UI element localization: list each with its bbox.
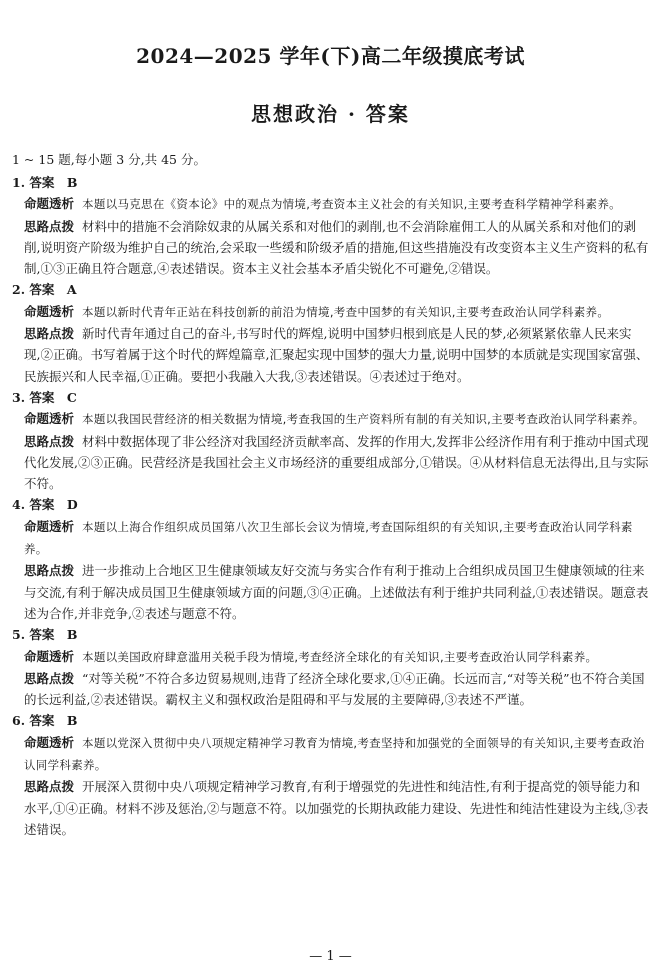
hint-text: 新时代青年通过自己的奋斗,书写时代的辉煌,说明中国梦归根到底是人民的梦,必须紧紧依靠人民来实现,②正确。书写着属于这个时代的辉煌篇章,汇聚起实现中国梦的强大力量,说明中国梦的本质就是实现国家富强、民族振兴和人民幸福,①正确。要把小我融入大我,③表述错误。④表述过于绝对。 [24,326,649,384]
analysis-text: 本题以新时代青年正站在科技创新的前沿为情境,考查中国梦的有关知识,主要考查政治认同学科素养。 [82,304,610,319]
hint-label: 思路点拨 [24,563,75,579]
question-5 [12,624,650,710]
analysis-label: 命题透析 [24,648,75,664]
hint-text: 材料中数据体现了非公经济对我国经济贡献率高、发挥的作用大,发挥非公经济作用有利于推动中国式现代化发展,②③正确。民营经济是我国社会主义市场经济的重要组成部分,①错误。④从材料信息无法得出,且与实际不符。 [24,433,649,492]
answer-line: 2. 答案 A [12,282,77,298]
answer-line: 5. 答案 B [12,627,78,643]
hint-paragraph [12,560,650,624]
analysis-text: 本题以美国政府肆意滥用关税手段为情境,考查经济全球化的有关知识,主要考查政治认同学科素养。 [82,649,598,664]
answer-line: 1. 答案 B [12,175,78,190]
question-4 [12,494,650,624]
exam-title: 2024—2025 学年(下)高二年级摸底考试 [136,44,525,68]
analysis-paragraph [12,516,650,561]
scoring-intro: 1 ~ 15 题,每小题 3 分,共 45 分。 [12,152,206,167]
analysis-label: 命题透析 [24,734,75,750]
answer-subtitle: 思想政治 · 答案 [251,102,410,126]
question-6 [12,710,650,840]
hint-paragraph [12,668,650,711]
analysis-label: 命题透析 [24,411,75,427]
analysis-label: 命题透析 [24,196,75,212]
analysis-label: 命题透析 [24,303,75,319]
question-2 [12,279,650,386]
hint-label: 思路点拨 [24,433,75,449]
question-1 [12,172,650,279]
hint-paragraph [12,323,650,387]
analysis-text: 本题以上海合作组织成员国第八次卫生部长会议为情境,考查国际组织的有关知识,主要考查政治认同学科素养。 [24,519,633,557]
page-number: — 1 — [309,949,352,964]
hint-paragraph [12,431,650,495]
answer-line: 3. 答案 C [12,389,77,405]
answer-list [12,172,650,840]
answer-line: 6. 答案 B [12,713,78,729]
hint-label: 思路点拨 [24,218,75,234]
hint-text: 进一步推动上合地区卫生健康领域友好交流与务实合作有利于推动上合组织成员国卫生健康领域的往来与交流,有利于解决成员国卫生健康领域方面的问题,③④正确。上述做法有利于维护共同利益,①表述错误。题意表述为合作,并非竞争,②表述与题意不符。 [24,563,649,621]
analysis-label: 命题透析 [24,518,75,534]
analysis-text: 本题以党深入贯彻中央八项规定精神学习教育为情境,考查坚持和加强党的全面领导的有关知识,主要考查政治认同学科素养。 [24,735,645,773]
hint-paragraph [12,216,650,280]
hint-label: 思路点拨 [24,670,75,686]
hint-text: 开展深入贯彻中央八项规定精神学习教育,有利于增强党的先进性和纯洁性,有利于提高党的领导能力和水平,①④正确。材料不涉及惩治,②与题意不符。以加强党的长期执政能力建设、先进性和纯洁性建设为主线,③表述错误。 [24,779,649,837]
answer-line: 4. 答案 D [12,497,78,513]
analysis-paragraph [12,646,650,668]
analysis-text: 本题以马克思在《资本论》中的观点为情境,考查资本主义社会的有关知识,主要考查科学精神学科素养。 [82,197,621,212]
hint-label: 思路点拨 [24,779,75,795]
hint-label: 思路点拨 [24,326,75,342]
hint-text: 材料中的措施不会消除奴隶的从属关系和对他们的剥削,也不会消除雇佣工人的从属关系和对他们的剥削,说明资产阶级为维护自己的统治,会采取一些缓和阶级矛盾的措施,但这些措施没有改变资本主义生产资料的私有制,①③正确且符合题意,④表述错误。资本主义社会基本矛盾尖锐化不可避免,②错误。 [24,218,649,277]
analysis-text: 本题以我国民营经济的相关数据为情境,考查我国的生产资料所有制的有关知识,主要考查政治认同学科素养。 [82,412,645,427]
question-3 [12,387,650,494]
analysis-paragraph [12,408,650,430]
hint-paragraph [12,776,650,840]
hint-text: “对等关税”不符合多边贸易规则,违背了经济全球化要求,①④正确。长远而言,“对等关税”也不符合美国的长远利益,②表述错误。霸权主义和强权政治是阻碍和平与发展的主要障碍,③表述不严谨。 [24,670,645,708]
analysis-paragraph [12,732,650,777]
analysis-paragraph [12,193,650,215]
analysis-paragraph [12,301,650,323]
